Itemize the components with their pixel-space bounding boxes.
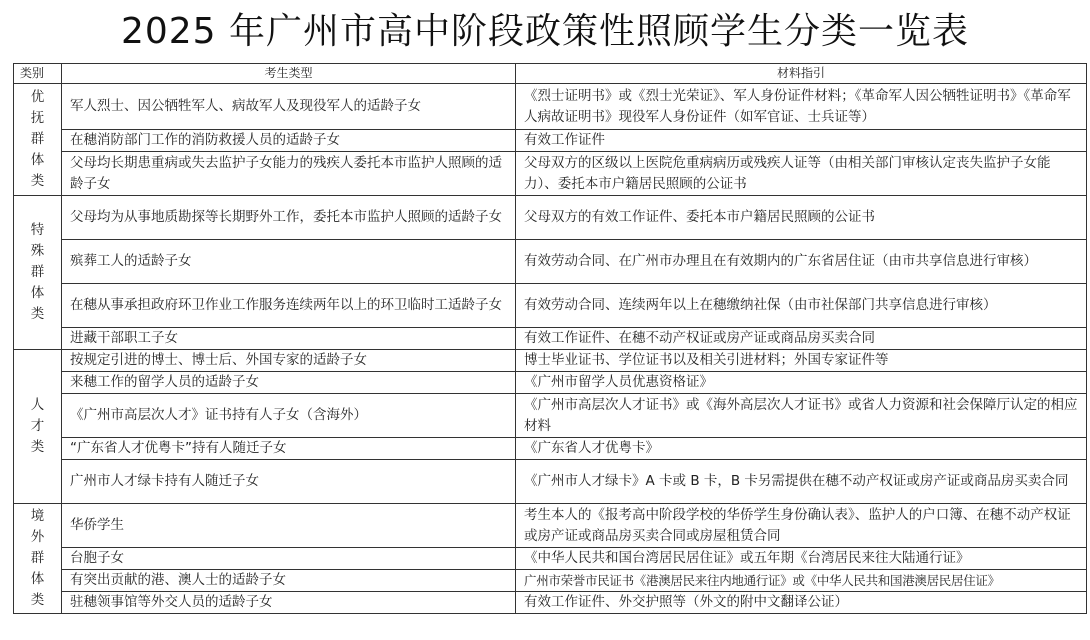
table-row (14, 372, 1087, 394)
material-cell: 《广州市留学人员优惠资格证》 (516, 372, 1087, 394)
type-cell: 有突出贡献的港、澳人士的适龄子女 (62, 570, 516, 592)
type-cell: 驻穗领事馆等外交人员的适龄子女 (62, 592, 516, 614)
material-cell: 《广州市人才绿卡》A 卡或 B 卡，B 卡另需提供在穗不动产权证或房产证或商品房买卖合同 (516, 460, 1087, 504)
material-cell: 有效劳动合同、在广州市办理且在有效期内的广东省居住证（由市共享信息进行审核） (516, 240, 1087, 284)
material-cell: 《广东省人才优粤卡》 (516, 438, 1087, 460)
material-cell: 有效劳动合同、连续两年以上在穗缴纳社保（由市社保部门共享信息进行审核） (516, 284, 1087, 328)
category-cell: 优抚群体类 (14, 84, 62, 196)
material-cell: 考生本人的《报考高中阶段学校的华侨学生身份确认表》、监护人的户口簿、在穗不动产权证或房产证或商品房买卖合同或房屋租赁合同 (516, 504, 1087, 548)
material-cell: 有效工作证件、外交护照等（外文的附中文翻译公证） (516, 592, 1087, 614)
table-row (14, 84, 1087, 130)
type-cell: “广东省人才优粤卡”持有人随迁子女 (62, 438, 516, 460)
material-cell: 有效工作证件 (516, 130, 1087, 152)
table-row (14, 394, 1087, 438)
table-row (14, 284, 1087, 328)
type-cell: 广州市人才绿卡持有人随迁子女 (62, 460, 516, 504)
type-cell: 华侨学生 (62, 504, 516, 548)
header-category: 类别 (14, 64, 62, 84)
table-row (14, 438, 1087, 460)
table-row (14, 460, 1087, 504)
material-cell: 父母双方的区级以上医院危重病病历或残疾人证等（由相关部门审核认定丧失监护子女能力）、委托本市户籍居民照顾的公证书 (516, 152, 1087, 196)
table-row (14, 504, 1087, 548)
category-cell: 境外群体类 (14, 504, 62, 614)
type-cell: 在穗消防部门工作的消防救援人员的适龄子女 (62, 130, 516, 152)
table-row (14, 130, 1087, 152)
policy-table (13, 63, 1087, 614)
type-cell: 来穗工作的留学人员的适龄子女 (62, 372, 516, 394)
material-cell: 父母双方的有效工作证件、委托本市户籍居民照顾的公证书 (516, 196, 1087, 240)
table-row (14, 196, 1087, 240)
table-row (14, 548, 1087, 570)
table-row (14, 328, 1087, 350)
type-cell: 在穗从事承担政府环卫作业工作服务连续两年以上的环卫临时工适龄子女 (62, 284, 516, 328)
type-cell: 进藏干部职工子女 (62, 328, 516, 350)
type-cell: 父母均为从事地质勘探等长期野外工作，委托本市监护人照顾的适龄子女 (62, 196, 516, 240)
type-cell: 按规定引进的博士、博士后、外国专家的适龄子女 (62, 350, 516, 372)
table-row (14, 350, 1087, 372)
material-cell: 有效工作证件、在穗不动产权证或房产证或商品房买卖合同 (516, 328, 1087, 350)
material-cell: 《中华人民共和国台湾居民居住证》或五年期《台湾居民来往大陆通行证》 (516, 548, 1087, 570)
header-material: 材料指引 (516, 64, 1087, 84)
category-cell: 人才类 (14, 350, 62, 504)
table-row (14, 570, 1087, 592)
header-type: 考生类型 (62, 64, 516, 84)
type-cell: 父母均长期患重病或失去监护子女能力的残疾人委托本市监护人照顾的适龄子女 (62, 152, 516, 196)
material-cell: 《烈士证明书》或《烈士光荣证》、军人身份证件材料；《革命军人因公牺牲证明书》《革命军人病故证明书》现役军人身份证件（如军官证、士兵证等） (516, 84, 1087, 130)
material-cell: 广州市荣誉市民证书《港澳居民来往内地通行证》或《中华人民共和国港澳居民居住证》 (516, 570, 1087, 592)
table-row (14, 240, 1087, 284)
type-cell: 《广州市高层次人才》证书持有人子女（含海外） (62, 394, 516, 438)
header-row (14, 64, 1087, 84)
type-cell: 台胞子女 (62, 548, 516, 570)
type-cell: 军人烈士、因公牺牲军人、病故军人及现役军人的适龄子女 (62, 84, 516, 130)
material-cell: 博士毕业证书、学位证书以及相关引进材料；外国专家证件等 (516, 350, 1087, 372)
document-title: 2025 年广州市高中阶段政策性照顾学生分类一览表 (120, 11, 970, 52)
table-row (14, 592, 1087, 614)
category-cell: 特殊群体类 (14, 196, 62, 350)
table-row (14, 152, 1087, 196)
material-cell: 《广州市高层次人才证书》或《海外高层次人才证书》或省人力资源和社会保障厅认定的相应材料 (516, 394, 1087, 438)
type-cell: 殡葬工人的适龄子女 (62, 240, 516, 284)
